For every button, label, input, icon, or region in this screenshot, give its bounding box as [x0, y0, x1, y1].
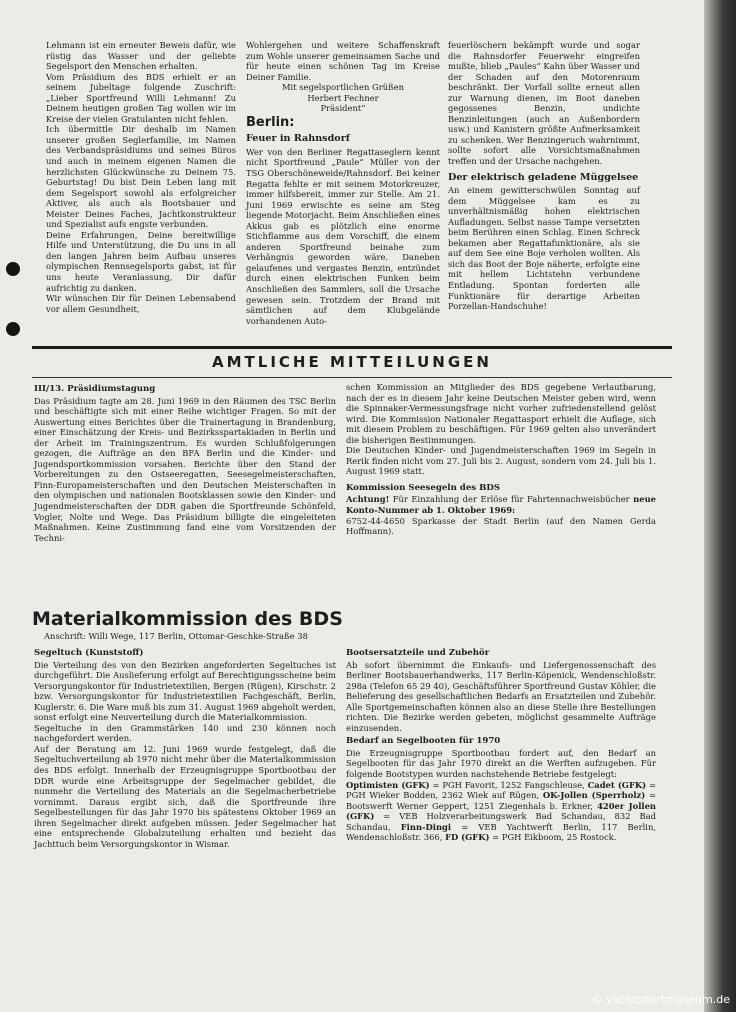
article-heading-segeltuch: Segeltuch (Kunststoff) — [34, 648, 144, 658]
paragraph: Ich übermittle Dir deshalb im Namen unserer großen Seglerfamilie, im Namen des Verbandspräsidiums und seines Büros und auch in meinem eigenen Namen die herzlichsten Glückwünsche zu Deinem 75. Geburtstag! Du bist Dein Leben lang mit dem Segelsport sowohl als erfolgreicher Aktiver, als auch als Bootsbauer und Meister Deines Faches, Jachtkonstrukteur und Spezialist aufs engste verbunden. — [46, 124, 236, 230]
section-heading-materialkommission: Materialkommission des BDS — [32, 608, 343, 630]
top-column-2 — [246, 40, 440, 326]
amtliche-right-column — [346, 382, 656, 537]
paragraph: Wohlergehen und weitere Schaffenskraft zum Wohle unserer gemeinsamen Sache und für heute einen schönen Tag im Kreise Deiner Familie. — [246, 40, 440, 82]
section-heading-berlin: Berlin: — [246, 114, 295, 130]
article-heading-praesidium: III/13. Präsidiumstagung — [34, 384, 156, 394]
closing-greeting: Mit segelsportlichen Grüßen — [281, 82, 405, 93]
paragraph: Auf der Beratung am 12. Juni 1969 wurde festgelegt, daß die Segeltuchverteilung ab 1970 nicht mehr über die Materialkommission des BDS erfolgt. Innerhalb der Erzeugnisgruppe Sportbootbau der DDR wurde eine Arbeitsgruppe der Segelmacher gebildet, die nunmehr die Verteilung des Materials an die Segelmacherbetriebe vornimmt. Daraus ergibt sich, daß die Sportfreunde ihre Segelbestellungen für das Jahr 1970 bis spätestens Oktober 1969 an ihren Segelmacher direkt aufgeben müssen. Jeder Segelmacher hat eine entsprechende Globalzuteilung erhalten und bezieht das Jachttuch beim Versorgungskontor in Wismar. — [34, 743, 336, 849]
amtliche-left-column — [34, 382, 336, 543]
boat-maker: = VEB Yachtwerft Berlin, 117 Berlin, Wendenschloßstr. 366, — [346, 821, 657, 843]
boat-type: Optimisten (GFK) — [346, 779, 430, 790]
paragraph: Wir wünschen Dir für Deinen Lebensabend vor allem Gesundheit, — [46, 293, 236, 314]
paragraph: Lehmann ist ein erneuter Beweis dafür, wie rüstig das Wasser und der geliebte Segelsport den Menschen erhalten. — [46, 40, 236, 72]
signer-title: Präsident“ — [320, 103, 366, 114]
boat-maker: = PGH Wieker Bodden, 2362 Wiek auf Rügen, — [346, 779, 656, 801]
konto-paragraph: 6752-44-4650 Sparkasse der Stadt Berlin (auf den Namen Gerda Hoffmann). — [346, 515, 656, 537]
boat-type: OK-Jollen (Sperrholz) — [542, 790, 646, 801]
achtung-label: Achtung! — [346, 494, 390, 505]
paragraph: Wer von den Berliner Regattaseglern kennt nicht Sportfreund „Paule“ Müller von der TSG Oberschöneweide/Rahnsdorf. Bei keiner Regatta fehlte er mit seinem Motorkreuzer, immer hilfsbereit, immer zur Stelle. Am 21. Juni 1969 erwischte es seine am Steg liegende Motorjacht. Beim Anschließen eines Akkus gab es plötzlich eine enorme Stichflamme aus dem Vorschiff, die einem anderen Sportfreund beinahe zum Verhängnis geworden wäre. Daneben gelaufenes und vergastes Benzin, entzündet durch einen elektrischen Funken beim Anschließen des Sammlers, soll die Ursache gewesen sein. Trotzdem der Brand mit sämtlichen auf dem Klubgelände vorhandenen Auto- — [246, 146, 440, 326]
binder-hole — [6, 262, 20, 276]
article-heading-ersatzteile: Bootsersatzteile und Zubehör — [346, 648, 490, 658]
paragraph: Die Verteilung des von den Bezirken angeforderten Segeltuches ist durchgeführt. Die Auslieferung erfolgt auf Berechtigungsscheine beim Versorgungskontor für Industrietextilien, Bergen (Rügen), Kirschstr. 2 bzw. Versorgungskontor für Industrietextilien Fachgeschäft, Berlin, Kuglerstr. 6. Die Ware muß bis zum 31. August 1969 abgeholt werden, sonst erfolgt eine Neuverteilung durch die Materialkommission. — [34, 659, 336, 723]
article-heading-feuer: Feuer in Rahnsdorf — [246, 133, 350, 145]
achtung-paragraph — [346, 494, 656, 515]
signer-name: Herbert Fechner — [307, 92, 379, 103]
boat-list — [346, 780, 656, 843]
top-column-3 — [448, 40, 640, 312]
boat-type: Cadet (GFK) — [587, 779, 647, 790]
material-left-column — [34, 646, 336, 849]
paragraph: Die Erzeugnisgruppe Sportbootbau fordert auf, den Bedarf an Segelbooten für das Jahr 1970 direkt an die Werften aufzugeben. Für folgende Bootstypen wurden nachstehende Betriebe festgelegt: — [346, 747, 656, 780]
article-heading-kommission: Kommission Seesegeln des BDS — [346, 482, 501, 493]
article-heading-bedarf: Bedarf an Segelbooten für 1970 — [346, 736, 501, 747]
paragraph: Das Präsidium tagte am 28. Juni 1969 in den Räumen des TSC Berlin und beschäftigte sich mit einer Reihe wichtiger Fragen. So mit der Auswertung eines Berichtes über die Trainertagung in Brandenburg, einer Einschätzung der Kreis- und Bezirksspartakiaden in Berlin und der Arbeit im Trainingszentrum. Es wurden Schlußfolgerungen gezogen, die Aufträge an den BFA Berlin und die Kinder- und Jugendsportkommission vorsahen. Berichte über den Stand der Vorbereitungen zu den Ostseeregatten, Seesegelmeisterschaften, Finn-Europameisterschaften und den Deutschen Meisterschaften in den olympischen und nationalen Bootsklassen sowie den Kinder- und Jugendmeisterschaften der DDR gaben die Sportfreunde Schönfeld, Vogler, Nolte und Wege. Das Präsidium billigte die eingeleiteten Maßnahmen. Keine Zustimmung fand eine vom Vorsitzenden der Techni- — [34, 395, 336, 543]
watermark: © yachtsportmuseum.de — [591, 993, 730, 1006]
achtung-text: Für Einzahlung der Erlöse für Fahrtennachweisbücher — [389, 494, 634, 505]
konto-notice: neue Konto-Nummer ab 1. Oktober 1969: — [346, 494, 656, 516]
boat-type: FD (GFK) — [445, 832, 490, 843]
boat-type: 420er Jollen (GFK) — [346, 800, 656, 822]
top-column-1 — [46, 40, 236, 314]
article-heading-mueggelsee: Der elektrisch geladene Müggelsee — [448, 171, 639, 183]
banner-rule-bottom — [32, 377, 672, 378]
boat-maker: = Bootswerft Werner Geppert, 1251 Ziegenhals b. Erkner, — [346, 790, 657, 811]
boat-maker: = VEB Holzverarbeitungswerk Bad Schandau, 832 Bad Schandau, — [346, 811, 656, 832]
section-banner: AMTLICHE MITTEILUNGEN — [212, 353, 492, 371]
paragraph: An einem gewitterschwülen Sonntag auf dem Müggelsee kam es zu unverhältnismäßig hohen elektrischen Aufladungen. Selbst nasse Tampe versetzten beim Berühren einen Schlag. Einen Schreck bekamen aber Regattafunktionäre, als sie auf dem See eine Boje verholen wollten. Als sich das Boot der Boje näherte, erfolgte eine mit hellem Lichtstehn verbundene Entladung. Spontan forderten alle Funktionäre für derartige Arbeiten Porzellan-Handschuhe! — [448, 185, 640, 312]
binder-hole — [6, 322, 20, 336]
paragraph: Deine Erfahrungen, Deine bereitwillige Hilfe und Unterstützung, die Du uns in all den langen Jahren beim Aufbau unseres olympischen Rennsegelsports gabst, ist für uns heute Veranlassung, Dir dafür aufrichtig zu danken. — [46, 229, 236, 293]
paragraph: Vom Präsidium des BDS erhielt er an seinem Jubeltage folgende Zuschrift: „Lieber Sportfreund Willi Lehmann! Zu Deinem heutigen großen Tag wollen wir im Kreise der vielen Gratulanten nicht fehlen. — [46, 71, 236, 124]
paragraph: feuerlöschern bekämpft wurde und sogar die Rahnsdorfer Feuerwehr eingreifen mußte, blieb „Paules“ Kahn über Wasser und der Schaden auf den Motorenraum beschränkt. Der Vorfall sollte erneut allen zur Warnung dienen, im Boot daneben gegossenes Benzin, undichte Benzinleitungen (auch an Außenbordern usw.) und Kanistern größte Aufmerksamkeit zu schenken. Wer Benzingeruch wahrnimmt, sollte sofort alle Vorsichtsmaßnahmen treffen und der Ursache nachgehen. — [448, 40, 640, 167]
paragraph: Ab sofort übernimmt die Einkaufs- und Liefergenossenschaft des Berliner Bootsbauerhandwerks, 117 Berlin-Köpenick, Wendenschloßstr. 298a (Telefon 65 29 40), Geschäftsführer Sportfreund Gustav Köhler, die Belieferung des gesellschaftlichen Bedarfs an Ersatzteilen und Zubehör. Alle Sportgemeinschaften können also an diese Stelle ihre Bestellungen richten. Die Bezirke werden gebeten, möglichst gesammelte Aufträge einzusenden. — [346, 659, 656, 733]
boat-type: Finn-Dingi — [400, 821, 452, 832]
anschrift: Anschrift: Willi Wege, 117 Berlin, Ottomar-Geschke-Straße 38 — [44, 631, 308, 641]
boat-maker: = PGH Eikboom, 25 Rostock. — [489, 832, 617, 843]
book-spine-edge — [704, 0, 736, 1012]
material-right-column — [346, 646, 656, 843]
boat-maker: = PGH Favorit, 1252 Fangschleuse, — [429, 779, 588, 790]
paragraph: Die Deutschen Kinder- und Jugendmeisterschaften 1969 im Segeln in Rerik finden nicht vom 27. Juli bis 2. August, sondern vom 24. Juli bis 1. August 1969 statt. — [346, 445, 656, 477]
paragraph: Segeltuche in den Grammstärken 140 und 230 können noch nachgefordert werden. — [34, 722, 336, 744]
paragraph: schen Kommission an Mitglieder des BDS gegebene Verlautbarung, nach der es in diesem Jahr keine Deutschen Meister geben wird, wenn die Spinnaker-Vermessungsfrage nicht vorher zufriedenstellend gelöst wird. Die Kommission Nationaler Regattasport erhielt die Auflage, sich mit diesem Problem zu beschäftigen. Für 1969 gelten also unverändert die bisherigen Bestimmungen. — [346, 382, 656, 445]
